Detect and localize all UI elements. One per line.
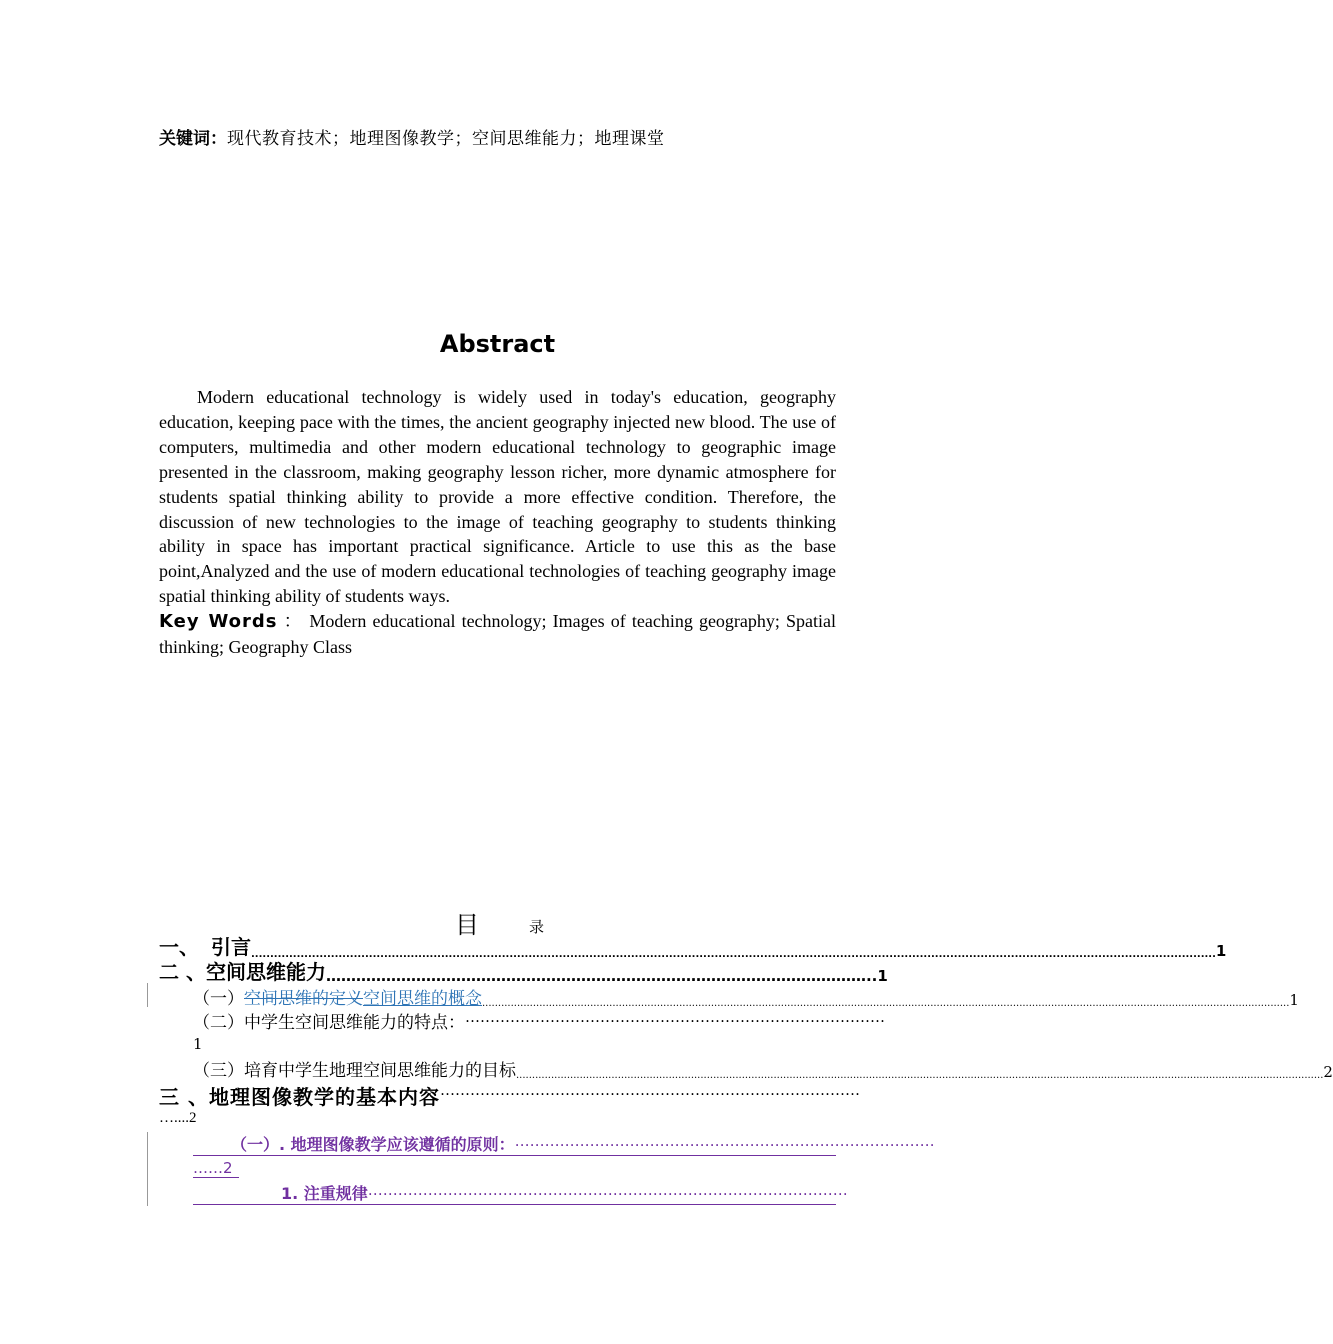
abstract-keywords-text: Modern educational technology; Images of teaching geography; Spatial thinking; Geography Class [159,611,837,657]
toc-entry-page: ..1 [865,967,888,985]
toc-entry[interactable] [193,1132,935,1178]
toc-entry-title: 地理图像教学的基本内容 [208,1085,440,1109]
toc-leader: ………………………………………………………………………… [514,1132,935,1150]
toc-entry[interactable] [159,956,888,985]
revision-change-bar [147,1132,148,1206]
toc-leader: .............................................................................................................................................................................................................................................................. [516,1070,1324,1081]
toc-entry[interactable] [193,1056,1333,1081]
toc-leader: .............................................................................................................................................................................................................................................................. [482,998,1290,1009]
toc-entry-num: 一、 [159,935,199,959]
toc-entry-title: 引言 [211,935,251,959]
toc-entry-page: 1 [1289,991,1299,1009]
toc-entry[interactable] [193,1181,848,1205]
revision-change-bar [147,983,148,1007]
keywords-cn-text: 现代教育技术；地理图像教学；空间思维能力；地理课堂 [227,129,665,149]
abstract-keywords [159,609,836,660]
toc-entry-page: …....2 [159,1110,197,1126]
toc-entry-num: 三 、 [159,1085,209,1109]
toc-title-small: 录 [529,918,545,936]
toc-entry-title: （三）培育中学生地理空间思维能力的目标 [193,1061,516,1081]
keywords-cn-label: 关键词： [159,129,227,149]
keywords-cn [159,124,839,149]
abstract-body: Modern educational technology is widely used in today's education, geography education, keeping pace with the times, the ancient geography injected new blood. The use of computers, multimedia and other modern educational technology to geographic image presented in the classroom, making geography lesson richer, more dynamic atmosphere for students spatial thinking ability to provide a more effective condition. Therefore, the discussion of new technologies to the image of teaching geography to students thinking ability in space has important practical significance. Article to use this as the base point,Analyzed and the use of modern educational technologies of teaching geography image spatial thinking ability of students ways. [159,387,836,607]
toc-entry[interactable] [159,1081,860,1127]
toc-entry[interactable] [193,1008,885,1053]
toc-entry-prefix: （一） [193,989,244,1009]
abstract-keywords-label: Key Words [159,611,278,632]
toc-leader: .............................................................................................................................................................................................................................................................. [251,949,1216,960]
toc-leader: ………………………………………………………………………… [465,1008,885,1026]
toc-leader: ……………………………………………………………………………………………… [325,967,866,985]
toc-entry-title: （一）. 地理图像教学应该遵循的原则： [231,1135,515,1154]
abstract-title: Abstract [439,330,556,358]
toc-leader: …………………………………………………………………………………… [367,1181,848,1199]
abstract-keywords-sep: ： [283,611,304,631]
toc-entry-page: 2 [1323,1063,1333,1081]
toc-entry-title: 空间思维能力 [205,960,326,984]
toc-entry-title: （二）中学生空间思维能力的特点： [193,1013,465,1033]
toc-title-main: 目 [455,911,479,939]
toc-entry-page: 1 [1215,942,1227,960]
toc-entry-inserted-text: 空间思维的概念 [363,989,482,1009]
toc-entry-deleted-text: 空间思维的定义 [244,989,363,1009]
toc-entry-page: ……2 [193,1159,239,1178]
toc-entry-num: 二 、 [159,960,206,984]
toc-entry-title: 1. 注重规律 [281,1184,368,1203]
toc-entry[interactable] [193,984,1299,1009]
toc-leader: ………………………………………………………………………… [439,1081,860,1099]
toc-entry-page: 1 [193,1035,203,1053]
